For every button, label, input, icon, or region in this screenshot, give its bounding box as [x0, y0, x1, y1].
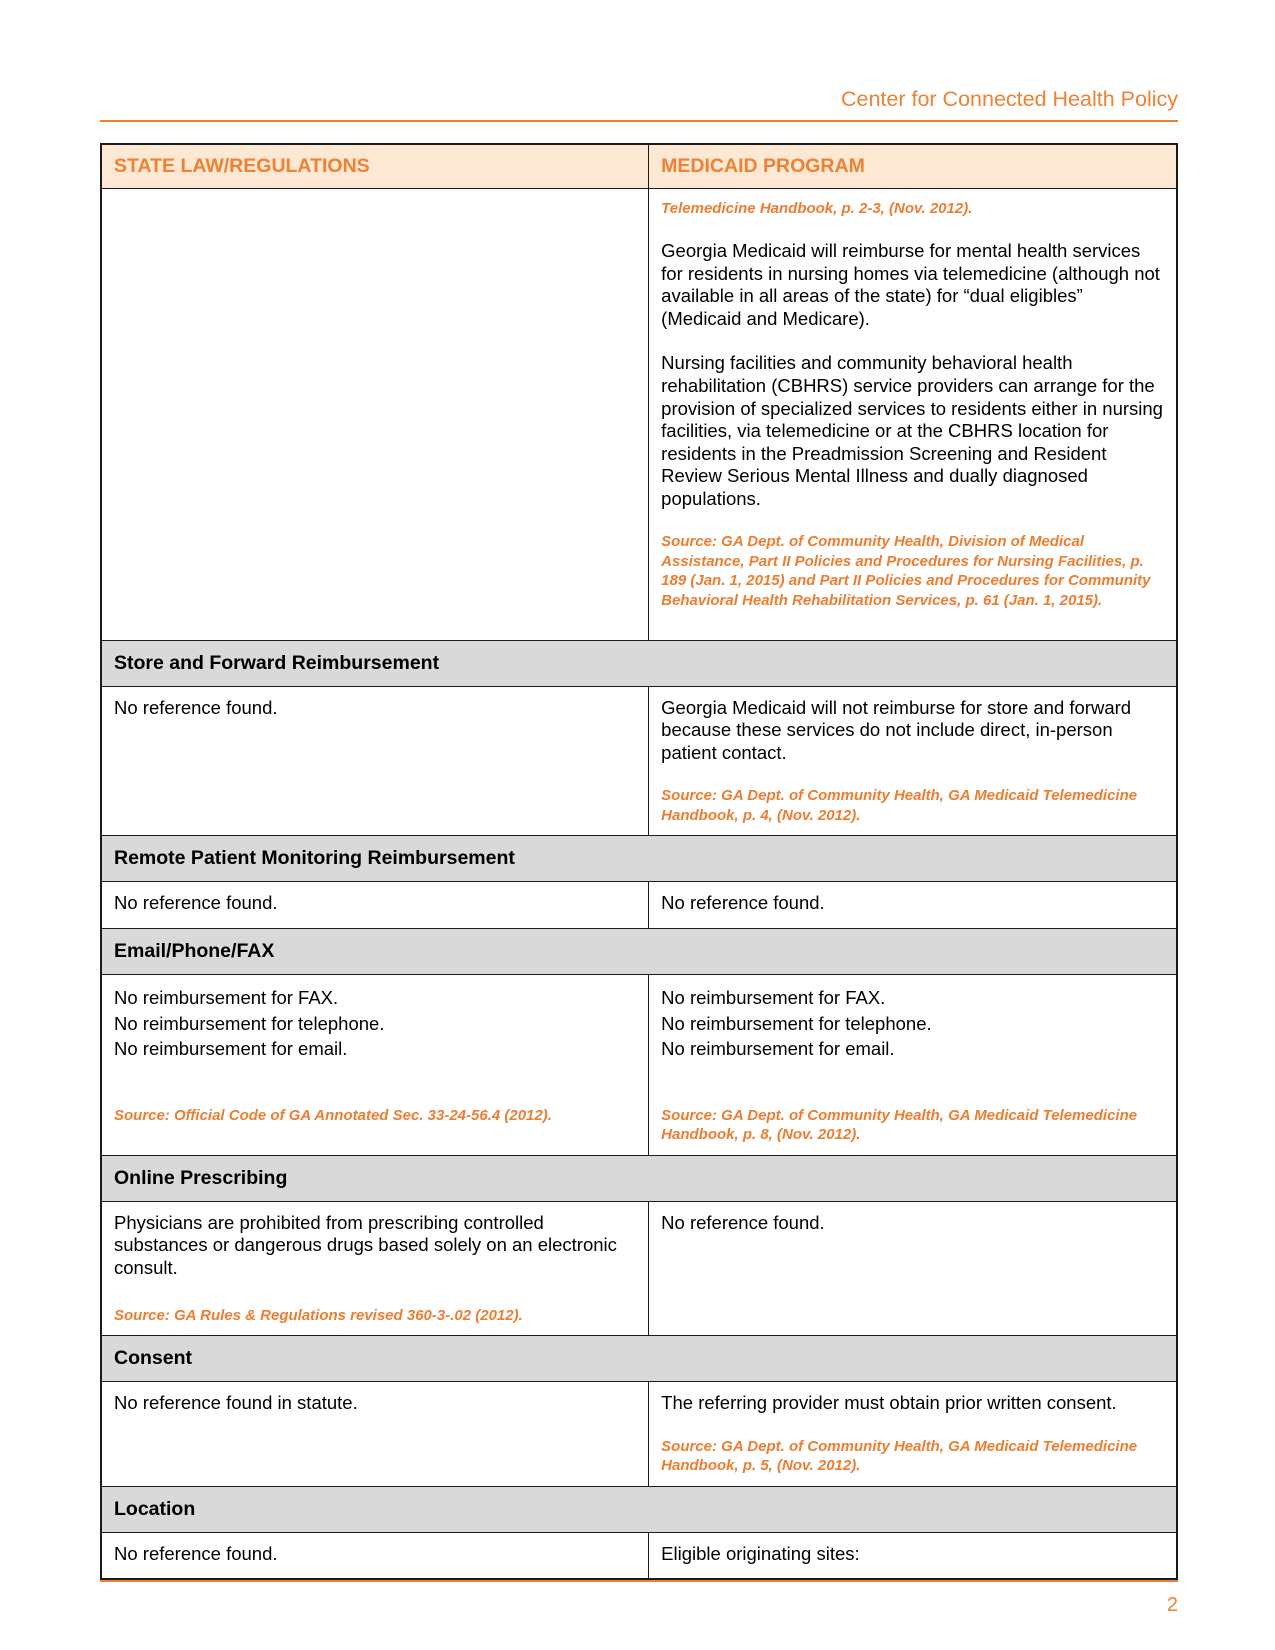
paragraph: No reimbursement for telephone.	[114, 1012, 385, 1034]
cell-state-law	[101, 882, 649, 929]
paragraph: No reimbursement for FAX.	[661, 987, 886, 1009]
source-citation: Source: GA Dept. of Community Health, Division of Medical Assistance, Part II Policies and Procedures for Nursing Facilities, p. 189 (Jan. 1, 2015) and Part II Policies and Procedures for Community Behavioral Health Rehabilitation Services, p. 61 (Jan. 1, 2015).	[661, 533, 1151, 609]
cell-state-law	[101, 1201, 649, 1335]
cell-state-law	[101, 1382, 649, 1487]
paragraph: Nursing facilities and community behavioral health rehabilitation (CBHRS) service providers can arrange for the provision of specialized services to residents either in nursing facilities, via telemedicine or at the CBHRS location for residents in the Preadmission Screening and Resident Review Serious Mental Illness and dually diagnosed populations.	[661, 352, 1163, 509]
cell-state-law	[101, 1532, 649, 1579]
paragraph: No reimbursement for telephone.	[661, 1012, 932, 1034]
paragraph: No reference found.	[661, 1211, 825, 1233]
source-citation: Telemedicine Handbook, p. 2-3, (Nov. 2012).	[661, 199, 973, 217]
cell-medicaid	[649, 686, 1177, 836]
source-citation: Source: Official Code of GA Annotated Sec. 33-24-56.4 (2012).	[114, 1106, 552, 1124]
cell-state-law	[101, 188, 649, 640]
section-header-row	[101, 1155, 1177, 1201]
paragraph: Georgia Medicaid will not reimburse for store and forward because these services do not include direct, in-person patient contact.	[661, 696, 1132, 763]
section-header-label: Location	[101, 1486, 1177, 1532]
footer-rule	[100, 1580, 1178, 1582]
cell-medicaid	[649, 1382, 1177, 1487]
cell-medicaid	[649, 1201, 1177, 1335]
paragraph: Eligible originating sites:	[661, 1542, 860, 1564]
cell-state-law	[101, 686, 649, 836]
cell-medicaid	[649, 1532, 1177, 1579]
table-row	[101, 686, 1177, 836]
paragraph: Georgia Medicaid will reimburse for mental health services for residents in nursing homes via telemedicine (although not available in all areas of the state) for “dual eligibles” (Medicaid and Medicare).	[661, 240, 1160, 329]
table-row	[101, 1382, 1177, 1487]
paragraph: No reimbursement for FAX.	[114, 987, 339, 1009]
table-body	[101, 188, 1177, 1579]
table-row	[101, 1201, 1177, 1335]
source-citation: Source: GA Dept. of Community Health, GA Medicaid Telemedicine Handbook, p. 8, (Nov. 2012).	[661, 1106, 1138, 1144]
cell-state-law	[101, 975, 649, 1156]
policy-comparison-table	[100, 143, 1178, 1580]
cell-medicaid	[649, 188, 1177, 640]
section-header-label: Remote Patient Monitoring Reimbursement	[101, 836, 1177, 882]
paragraph: No reference found in statute.	[114, 1392, 358, 1414]
paragraph: No reference found.	[114, 1542, 278, 1564]
column-header-medicaid: MEDICAID PROGRAM	[649, 144, 1177, 189]
section-header-row	[101, 640, 1177, 686]
paragraph: No reimbursement for email.	[114, 1038, 348, 1060]
section-header-label: Email/Phone/FAX	[101, 929, 1177, 975]
cell-medicaid	[649, 882, 1177, 929]
header-rule	[100, 120, 1178, 122]
paragraph: Physicians are prohibited from prescribing controlled substances or dangerous drugs based solely on an electronic consult.	[114, 1211, 617, 1278]
section-header-row	[101, 836, 1177, 882]
section-header-row	[101, 1336, 1177, 1382]
table-row	[101, 188, 1177, 640]
page-number: 2	[1166, 1594, 1178, 1617]
section-header-label: Consent	[101, 1336, 1177, 1382]
paragraph: The referring provider must obtain prior written consent.	[661, 1392, 1117, 1414]
section-header-row	[101, 929, 1177, 975]
page-footer	[100, 1580, 1178, 1650]
source-citation: Source: GA Dept. of Community Health, GA Medicaid Telemedicine Handbook, p. 4, (Nov. 2012).	[661, 787, 1138, 824]
table-row	[101, 975, 1177, 1156]
column-header-state-law: STATE LAW/REGULATIONS	[101, 144, 649, 189]
table-header	[101, 144, 1177, 189]
paragraph: No reference found.	[114, 696, 278, 718]
brand-title: Center for Connected Health Policy	[840, 87, 1178, 111]
paragraph: No reference found.	[114, 892, 278, 914]
source-citation: Source: GA Dept. of Community Health, GA Medicaid Telemedicine Handbook, p. 5, (Nov. 2012).	[661, 1437, 1138, 1475]
cell-medicaid	[649, 975, 1177, 1156]
paragraph: No reference found.	[661, 892, 825, 914]
section-header-label: Store and Forward Reimbursement	[101, 640, 1177, 686]
paragraph: No reimbursement for email.	[661, 1038, 895, 1060]
section-header-row	[101, 1486, 1177, 1532]
section-header-label: Online Prescribing	[101, 1155, 1177, 1201]
source-citation: Source: GA Rules & Regulations revised 360-3-.02 (2012).	[114, 1306, 523, 1324]
table-header-row	[101, 144, 1177, 189]
table-row	[101, 882, 1177, 929]
table-row	[101, 1532, 1177, 1579]
